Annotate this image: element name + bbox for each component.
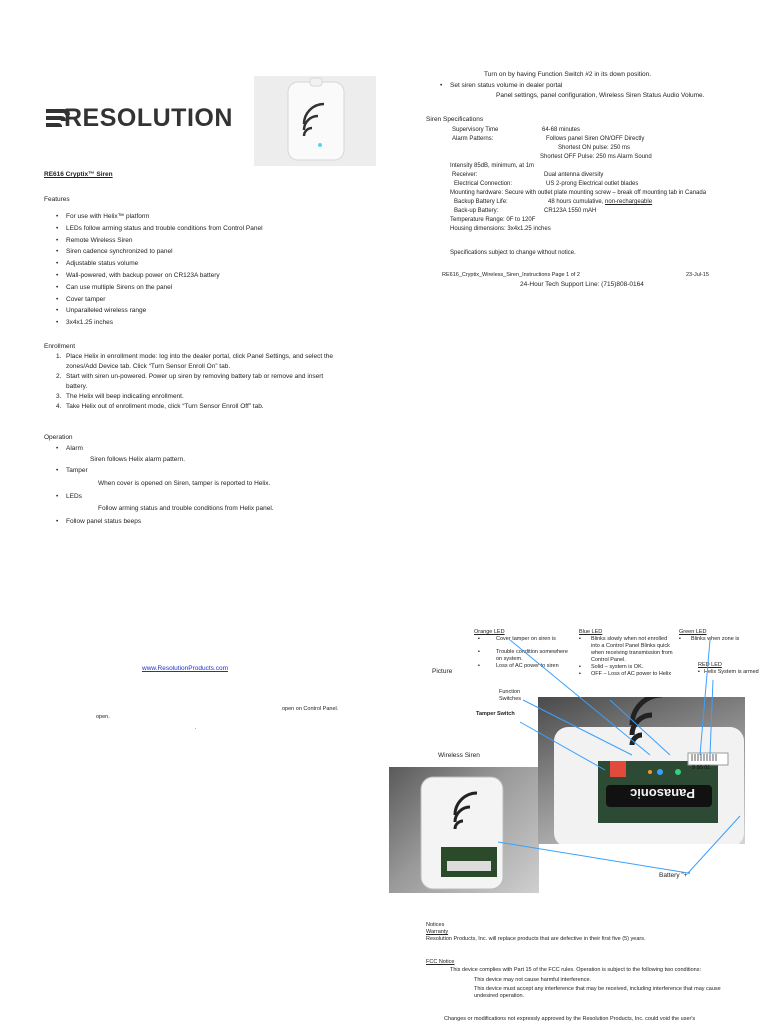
red-led-callout: RED LED ▪ Helix System is armed (698, 662, 759, 675)
spec-housing: Housing dimensions: 3x4x1.25 inches (450, 226, 551, 232)
function-switch-note: Turn on by having Function Switch #2 in its down position. (484, 71, 652, 78)
list-item: • Unparalleled wireless range (44, 305, 364, 317)
list-item: • Remote Wireless Siren (44, 235, 364, 247)
spec-temp: Temperature Range: 0F to 120F (450, 217, 536, 223)
spec-heading: Siren Specifications (426, 116, 484, 123)
spec-key: Back-up Battery: (454, 208, 499, 214)
op-tamper-desc: When cover is opened on Siren, tamper is reported to Helix. (98, 479, 271, 487)
spec-intensity: Intensity 85dB, minimum, at 1m (450, 163, 535, 169)
enrollment-list (44, 352, 344, 412)
spec-value: CR123A 1550 mAH (544, 208, 597, 214)
orange-led-callout: Orange LED ▪ Cover tamper on siren is ▪ Trouble condition somewhere on system. ▪ Loss of AC power to siren (474, 629, 568, 669)
spec-value: US 2-prong Electrical outlet blades (546, 181, 639, 187)
spec-key: Alarm Patterns: (452, 136, 494, 142)
battery-brand: Panasonic (630, 786, 696, 801)
fcc-text: This device must accept any interference that may be received, including interference that may cause undesired operation. (474, 986, 721, 999)
features-list (44, 211, 364, 329)
logo-text: RESOLUTION (64, 104, 233, 132)
list-item: • For use with Helix™ platform (44, 211, 364, 223)
spec-value: Shortest ON pulse: 250 ms (558, 145, 631, 151)
fcc-text: This device complies with Part 15 of the FCC rules. Operation is subject to the following two conditions: (450, 967, 701, 973)
spec-key: Supervisory Time (452, 127, 499, 133)
enrollment-heading: Enrollment (44, 343, 76, 350)
warranty-text: Resolution Products, Inc. will replace products that are defective in their first five (5) years. (426, 936, 646, 942)
fcc-text: Changes or modifications not expressly approved by the Resolution Products, Inc. could void the user's (444, 1016, 696, 1022)
list-item: • Adjustable status volume (44, 258, 364, 270)
spec-key: Backup Battery Life: (454, 199, 508, 205)
operation-heading: Operation (44, 434, 73, 441)
warranty-heading: Warranty (426, 929, 449, 935)
function-switches-label: Function Switches (499, 689, 522, 702)
spec-key: Electrical Connection: (454, 181, 513, 187)
spec-mount: Mounting hardware: Secure with outlet plate mounting screw – break off mounting tab in Canada (450, 190, 707, 196)
fragment-text: open. (96, 714, 110, 720)
list-item: 1. Place Helix in enrollment mode: log into the dealer portal, click Panel Settings, and select the zones/Add Device tab. Click “Turn Sensor Enroll On” tab. (56, 353, 334, 370)
siren-device-icon (254, 76, 376, 166)
fcc-text: This device may not cause harmful interference. (474, 977, 592, 983)
list-item: 2. Start with siren un-powered. Power up siren by removing battery tab or remove and insert battery. (56, 373, 324, 390)
battery-label: Battery "+" (659, 872, 690, 879)
footer-date: 23-Jul-15 (686, 272, 709, 278)
spec-value: 48 hours cumulative, non-rechargeable (548, 199, 653, 205)
tamper-switch-label: Tamper Switch (476, 711, 515, 717)
spec-value: Shortest OFF Pulse: 250 ms Alarm Sound (540, 154, 652, 160)
list-item: • Set siren status volume in dealer portal (428, 80, 748, 92)
list-item: • Tamper (44, 465, 364, 477)
fragment-text: open on Control Panel. (282, 706, 339, 712)
volume-path: Panel settings, panel configuration, Wireless Siren Status Audio Volume. (496, 92, 705, 99)
fragment-text: . (195, 725, 197, 731)
list-item: • Alarm (44, 443, 364, 455)
spec-value: Dual antenna diversity (544, 172, 604, 178)
green-led-callout: Green LED ▪ Blinks when zone is (679, 629, 740, 642)
blue-led-callout: Blue LED ▪ Blinks slowly when not enrolled into a Control Panel Blinks quick when receiving transmission from Control Panel. ▪ Solid – system is OK. ▪ OFF – Loss of AC power to Helix (579, 629, 673, 677)
list-item: • 3x4x1.25 inches (44, 317, 364, 329)
list-item: 3. The Helix will beep indicating enrollment. (56, 393, 184, 400)
op-leds-desc: Follow arming status and trouble conditions from Helix panel. (98, 505, 274, 513)
resolution-logo (44, 103, 234, 133)
callout-lines (380, 620, 768, 890)
spec-key: Receiver: (452, 172, 478, 178)
picture-label: Picture (432, 668, 453, 675)
product-title: RE616 Cryptix™ Siren (44, 171, 113, 178)
spec-notice: Specifications subject to change without notice. (450, 250, 576, 256)
list-item: • LEDs (44, 491, 364, 503)
spec-value: 64-68 minutes (542, 127, 581, 133)
barcode-text: 9 90 01 (692, 765, 711, 771)
footer-doc: RE616_Cryptix_Wireless_Siren_Instructions Page 1 of 2 (442, 272, 580, 278)
list-item: • Follow panel status beeps (44, 516, 364, 528)
notices-heading: Notices (426, 922, 445, 928)
website-link[interactable]: www.ResolutionProducts.com (142, 665, 228, 672)
fcc-heading: FCC Notice (426, 959, 455, 965)
list-item: • Cover tamper (44, 294, 364, 306)
wireless-siren-label: Wireless Siren (438, 752, 480, 759)
product-photo (254, 76, 376, 166)
features-heading: Features (44, 196, 70, 203)
operation-section (44, 443, 364, 528)
spec-value: Follows panel Siren ON/OFF Directly (546, 136, 645, 142)
list-item: 4. Take Helix out of enrollment mode, click “Turn Sensor Enroll Off” tab. (56, 403, 264, 410)
support-line: 24-Hour Tech Support Line: (715)808-0164 (520, 281, 644, 288)
list-item: • Siren cadence synchronized to panel (44, 246, 364, 258)
list-item: • Wall-powered, with backup power on CR123A battery (44, 270, 364, 282)
list-item: • LEDs follow arming status and trouble conditions from Control Panel (44, 223, 364, 235)
op-alarm-desc: Siren follows Helix alarm pattern. (90, 455, 186, 463)
list-item: • Can use multiple Sirens on the panel (44, 282, 364, 294)
